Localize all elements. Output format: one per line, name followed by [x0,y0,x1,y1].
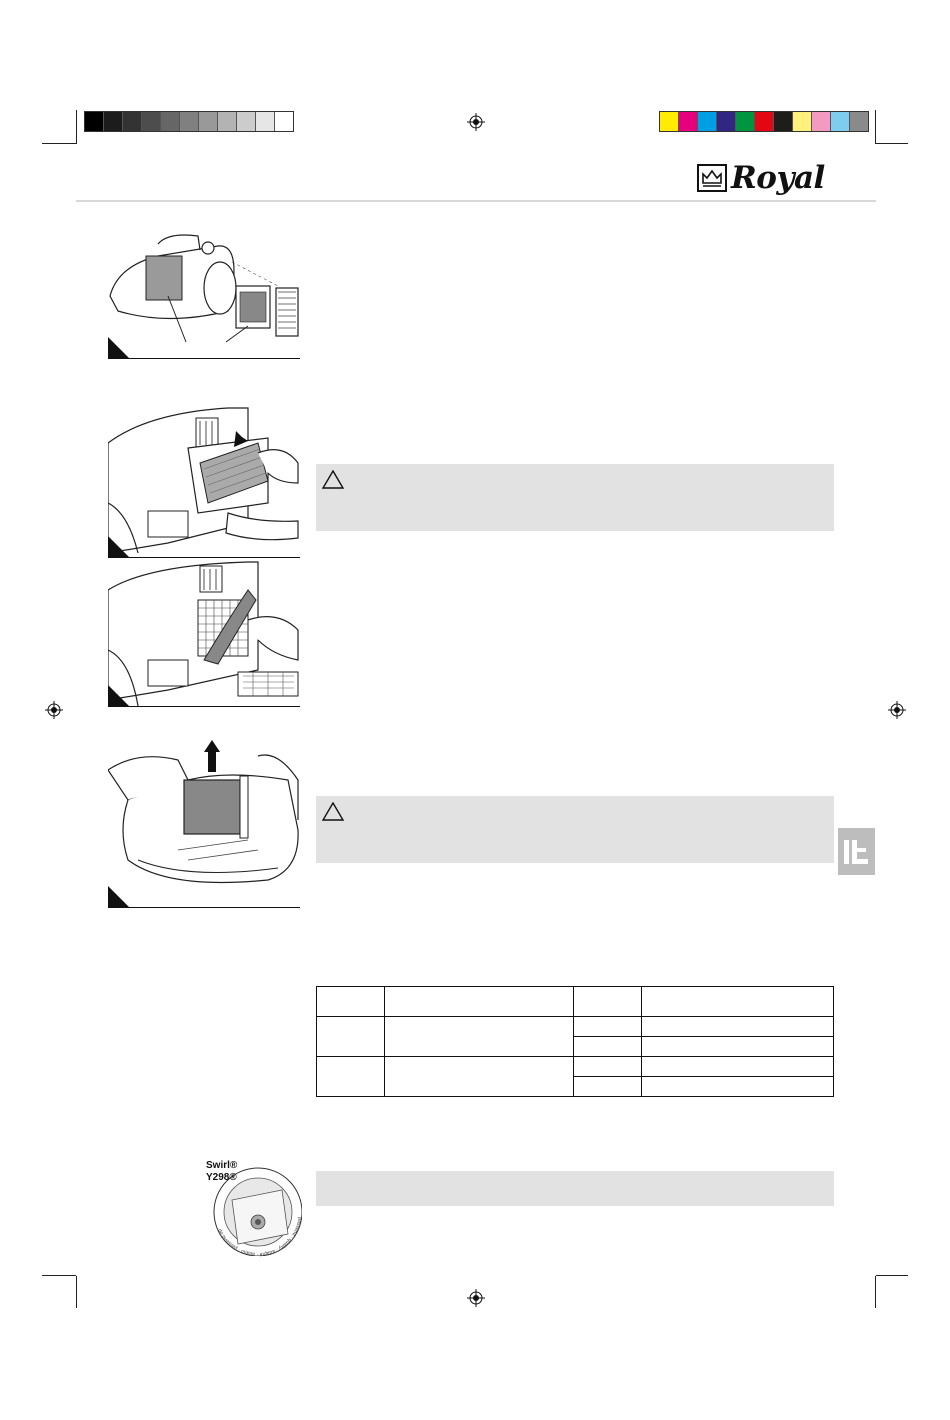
table-cell [574,1057,642,1077]
table-cell [384,1017,574,1057]
table-cell [574,1037,642,1057]
color-swatch [142,112,161,131]
figure-corner-marker [108,536,130,558]
crop-mark [42,143,76,144]
table-header-cell [642,987,834,1017]
figure-corner-marker [108,886,130,908]
color-swatch [180,112,199,131]
color-swatch [850,112,868,131]
header-divider [76,200,876,202]
table-header-cell [317,987,385,1017]
lift-motor-filter-illustration [108,740,300,908]
remove-grille-filter-illustration [108,560,300,707]
figure-vacuum-filters [108,226,300,359]
table-cell [317,1017,385,1057]
table-cell [317,1057,385,1097]
registration-mark-icon [467,113,485,131]
color-swatch [774,112,793,131]
crown-crest-icon [697,164,727,192]
warning-triangle-icon [322,470,344,489]
color-swatch [717,112,736,131]
dust-bag-badge [206,1160,302,1256]
crop-mark [76,1276,77,1308]
remove-exhaust-grille-illustration [108,403,300,558]
table-header-cell [574,987,642,1017]
color-swatch [698,112,717,131]
brand-logo [697,160,825,196]
table-cell [642,1057,834,1077]
crop-mark [76,110,77,144]
table-row [317,1017,834,1037]
svg-text:passend · quality · adapté · a [217,1217,303,1257]
registration-mark-icon [467,1289,485,1307]
color-swatch [161,112,180,131]
figure-baseline [108,907,300,908]
grey-color-bar [84,111,294,132]
crop-mark [875,110,876,144]
figure-grille-filter [108,560,300,707]
figure-baseline [108,706,300,707]
bag-ring-caption: passend · quality · adapté · adatto · passend op [216,1216,303,1258]
color-swatch [736,112,755,131]
language-side-tab [838,828,875,875]
table-cell [642,1017,834,1037]
color-swatch [199,112,218,131]
table-header-row [317,987,834,1017]
process-color-bar [659,111,869,132]
registration-mark-icon [45,701,63,719]
color-swatch [812,112,831,131]
bag-model: Y298® [206,1172,237,1183]
brand-name: Royal [731,160,825,196]
color-swatch [793,112,812,131]
figure-corner-marker [108,337,130,359]
language-tab-icon [838,828,875,875]
color-swatch [256,112,275,131]
color-swatch [755,112,774,131]
table-header-cell [384,987,574,1017]
crop-mark [876,1275,908,1276]
vacuum-open-filters-illustration [108,226,300,359]
warning-note-1 [316,464,834,531]
table-cell [574,1077,642,1097]
color-swatch [85,112,104,131]
info-note-bag [316,1171,834,1206]
color-swatch [237,112,256,131]
table-cell [384,1057,574,1097]
crop-mark [42,1275,76,1276]
figure-baseline [108,358,300,359]
registration-mark-icon [888,701,906,719]
table-cell [574,1017,642,1037]
color-swatch [218,112,237,131]
figure-motor-filter [108,740,300,908]
figure-exhaust-grille [108,403,300,558]
figure-corner-marker [108,685,130,707]
figure-baseline [108,557,300,558]
crop-mark [875,1276,876,1308]
warning-triangle-icon [322,802,344,821]
color-swatch [104,112,123,131]
color-swatch [831,112,850,131]
table-cell [642,1077,834,1097]
color-swatch [123,112,142,131]
crop-mark [876,143,908,144]
bag-title: Swirl® [206,1160,238,1171]
table-row [317,1057,834,1077]
color-swatch [275,112,293,131]
color-swatch [660,112,679,131]
table-cell [642,1037,834,1057]
bag-ring-text [210,1164,306,1260]
color-swatch [679,112,698,131]
warning-note-2 [316,796,834,863]
spec-table [316,986,834,1097]
